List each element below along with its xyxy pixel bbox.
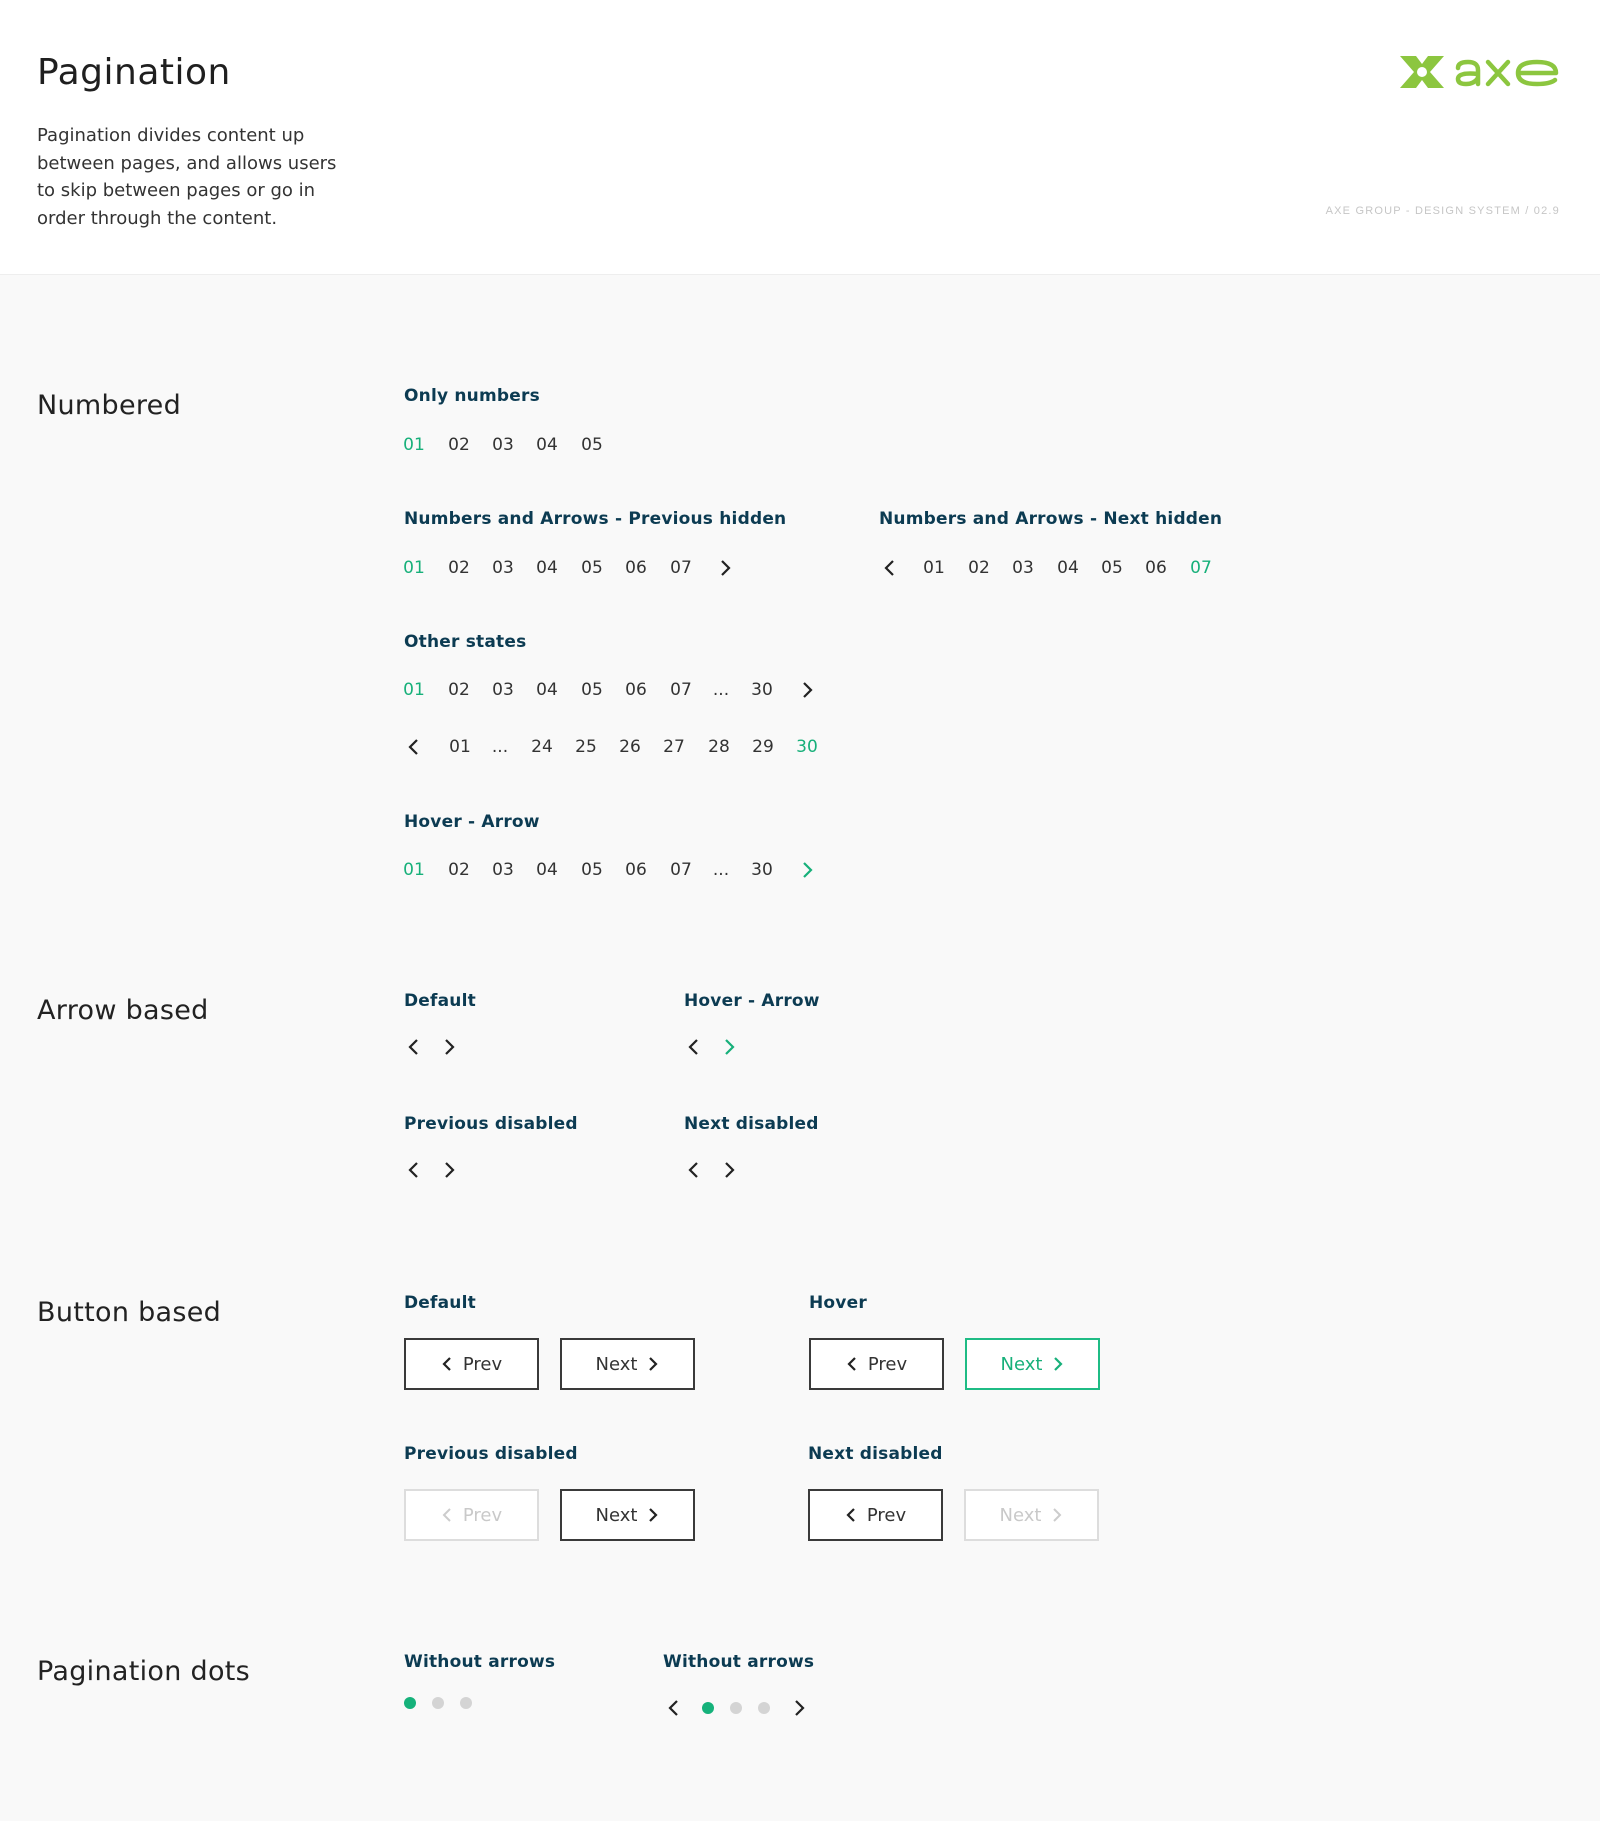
next-button-disabled [964, 1489, 1099, 1541]
page-number[interactable]: 04 [536, 558, 558, 578]
page-number[interactable]: 05 [1101, 558, 1123, 578]
page-number[interactable]: 06 [625, 860, 647, 880]
page-number[interactable]: 24 [531, 737, 553, 757]
label-prev-hidden: Numbers and Arrows - Previous hidden [404, 509, 787, 529]
page-ellipsis: ... [712, 680, 730, 700]
chevron-right-icon [714, 1155, 744, 1185]
chevron-right-icon[interactable] [784, 1693, 814, 1723]
arrows-hover [0, 1032, 1600, 1062]
page-number[interactable]: 02 [448, 558, 470, 578]
next-button[interactable] [560, 1489, 695, 1541]
prev-button-label: Prev [462, 1504, 503, 1526]
prev-button[interactable] [404, 1338, 539, 1390]
page-number[interactable]: 04 [536, 680, 558, 700]
page-number[interactable]: 25 [575, 737, 597, 757]
chevron-right-icon [647, 1356, 659, 1372]
page-number[interactable]: 02 [448, 860, 470, 880]
page-number[interactable]: 05 [581, 435, 603, 455]
page-number[interactable]: 30 [751, 680, 773, 700]
section-title-button-based: Button based [37, 1297, 222, 1328]
page-number[interactable]: 30 [796, 737, 818, 757]
pagination-dot[interactable] [730, 1702, 742, 1714]
label-arrow-next-disabled: Next disabled [684, 1114, 819, 1134]
chevron-left-icon[interactable] [679, 1032, 709, 1062]
dots-with-arrows [0, 1693, 1600, 1723]
pagination-only-numbers [0, 430, 1600, 460]
label-arrow-prev-disabled: Previous disabled [404, 1114, 578, 1134]
chevron-left-icon [845, 1507, 857, 1523]
label-dots-a: Without arrows [404, 1652, 556, 1672]
page-ellipsis: ... [491, 737, 509, 757]
chevron-right-icon[interactable] [792, 855, 822, 885]
next-button-label: Next [595, 1353, 638, 1375]
prev-button-disabled [404, 1489, 539, 1541]
section-title-arrow-based: Arrow based [37, 995, 209, 1026]
next-button-label: Next [1000, 1353, 1043, 1375]
section-title-pagination-dots: Pagination dots [37, 1656, 251, 1687]
next-button-label: Next [595, 1504, 638, 1526]
label-button-hover: Hover [809, 1293, 867, 1313]
prev-button[interactable] [809, 1338, 944, 1390]
page-description: Pagination divides content up between pages, and allows users to skip between pages or go in order through the content. [37, 125, 337, 229]
page-number[interactable]: 06 [1145, 558, 1167, 578]
page-number[interactable]: 29 [752, 737, 774, 757]
chevron-right-icon [1051, 1507, 1063, 1523]
page-number[interactable]: 07 [670, 558, 692, 578]
prev-button-label: Prev [867, 1353, 908, 1375]
label-button-prev-disabled: Previous disabled [404, 1444, 578, 1464]
chevron-right-icon [647, 1507, 659, 1523]
pagination-next-hidden [0, 553, 1600, 583]
page-number[interactable]: 28 [708, 737, 730, 757]
label-other-states: Other states [404, 632, 527, 652]
chevron-left-icon [846, 1356, 858, 1372]
page-number[interactable]: 07 [1190, 558, 1212, 578]
pagination-other-states-2 [0, 732, 1600, 762]
prev-button-label: Prev [462, 1353, 503, 1375]
prev-button-label: Prev [866, 1504, 907, 1526]
chevron-left-icon[interactable] [659, 1693, 689, 1723]
chevron-left-icon[interactable] [875, 553, 905, 583]
page-number[interactable]: 02 [448, 435, 470, 455]
header [0, 0, 1600, 275]
page-number[interactable]: 02 [448, 680, 470, 700]
page-number[interactable]: 05 [581, 860, 603, 880]
page-number[interactable]: 30 [751, 860, 773, 880]
chevron-left-icon [441, 1507, 453, 1523]
chevron-right-icon [1052, 1356, 1064, 1372]
label-arrow-hover: Hover - Arrow [684, 991, 820, 1011]
page-number[interactable]: 27 [663, 737, 685, 757]
label-only-numbers: Only numbers [404, 386, 540, 406]
chevron-right-icon[interactable] [714, 1032, 744, 1062]
page-number[interactable]: 01 [449, 737, 471, 757]
page-number[interactable]: 04 [1057, 558, 1079, 578]
page-number[interactable]: 03 [492, 860, 514, 880]
label-button-default: Default [404, 1293, 476, 1313]
page-number[interactable]: 07 [670, 680, 692, 700]
page-number[interactable]: 01 [923, 558, 945, 578]
label-next-hidden: Numbers and Arrows - Next hidden [879, 509, 1223, 529]
chevron-left-icon[interactable] [679, 1155, 709, 1185]
page-number[interactable]: 03 [492, 558, 514, 578]
page-number[interactable]: 02 [968, 558, 990, 578]
page-number[interactable]: 05 [581, 558, 603, 578]
page-number[interactable]: 03 [492, 680, 514, 700]
arrows-next-disabled [0, 1155, 1600, 1185]
pagination-dot[interactable] [758, 1702, 770, 1714]
label-hover-arrow: Hover - Arrow [404, 812, 540, 832]
chevron-left-icon[interactable] [399, 732, 429, 762]
page-number[interactable]: 01 [403, 860, 425, 880]
label-button-next-disabled: Next disabled [808, 1444, 943, 1464]
page-number[interactable]: 06 [625, 680, 647, 700]
label-dots-b: Without arrows [663, 1652, 815, 1672]
next-button[interactable] [560, 1338, 695, 1390]
page-number[interactable]: 07 [670, 860, 692, 880]
page-number[interactable]: 05 [581, 680, 603, 700]
chevron-left-icon [441, 1356, 453, 1372]
page-number[interactable]: 04 [536, 435, 558, 455]
page-number[interactable]: 04 [536, 860, 558, 880]
page-number[interactable]: 03 [1012, 558, 1034, 578]
page-number[interactable]: 01 [403, 558, 425, 578]
prev-button[interactable] [808, 1489, 943, 1541]
pagination-dot-active[interactable] [702, 1702, 714, 1714]
next-button-label: Next [999, 1504, 1042, 1526]
page-title: Pagination [37, 52, 231, 93]
page-number[interactable]: 01 [403, 435, 425, 455]
chevron-right-icon[interactable] [792, 675, 822, 705]
page-number[interactable]: 03 [492, 435, 514, 455]
next-button-hover[interactable] [965, 1338, 1100, 1390]
pagination-hover-arrow [0, 855, 1600, 885]
section-title-numbered: Numbered [37, 390, 182, 421]
page-number[interactable]: 26 [619, 737, 641, 757]
meta-label: AXE GROUP - DESIGN SYSTEM / 02.9 [1325, 205, 1560, 217]
label-arrow-default: Default [404, 991, 476, 1011]
page-ellipsis: ... [712, 860, 730, 880]
page-number[interactable]: 01 [403, 680, 425, 700]
page-number[interactable]: 06 [625, 558, 647, 578]
pagination-other-states-1 [0, 675, 1600, 705]
axe-logo [1398, 50, 1560, 94]
